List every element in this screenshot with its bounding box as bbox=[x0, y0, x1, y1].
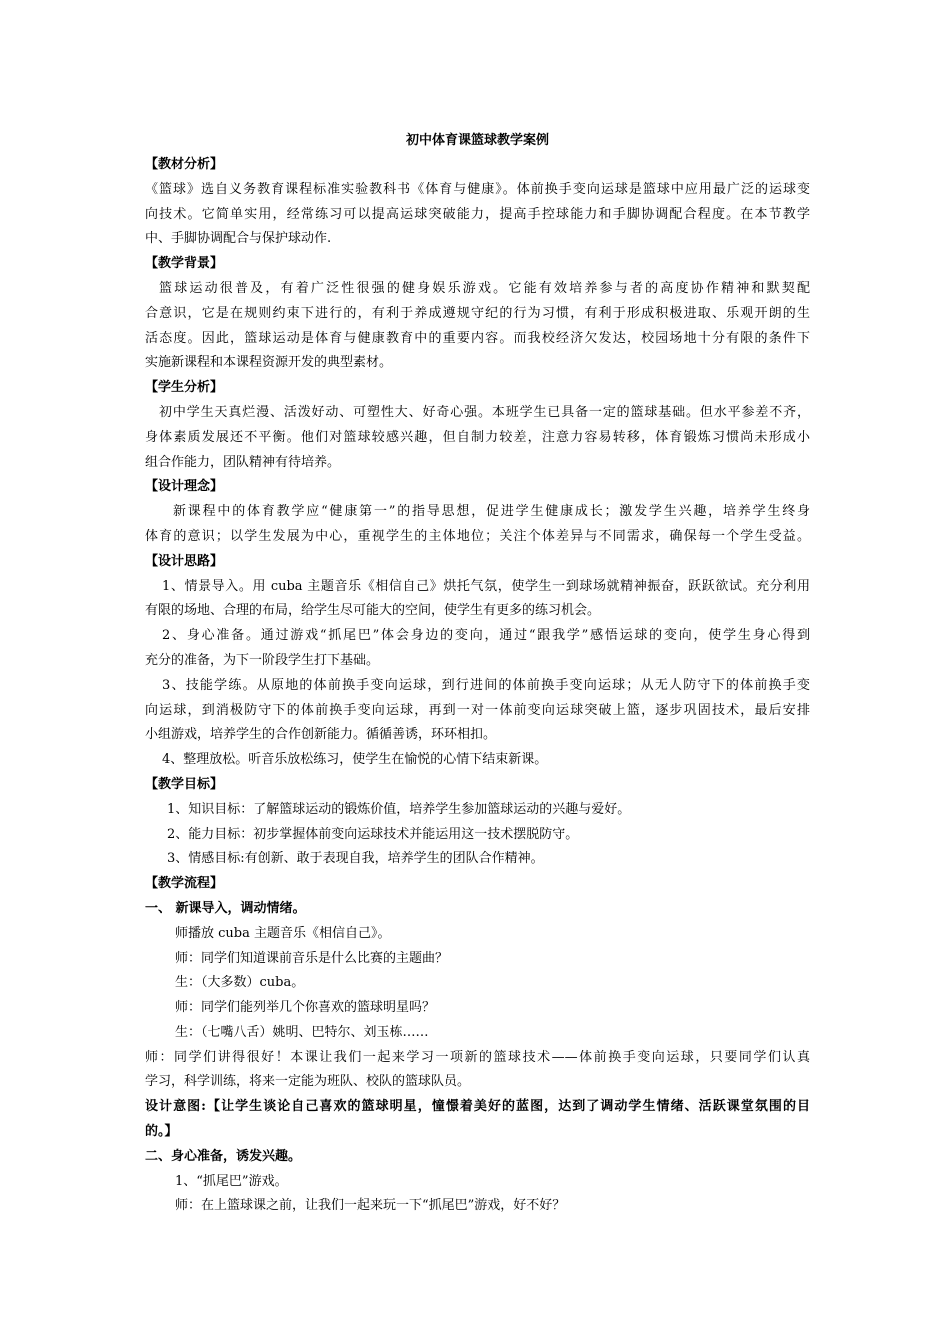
paragraph-line: 向运球，到消极防守下的体前换手变向运球，再到一对一体前变向运球突破上篮，逐步巩固技术，最后安排 bbox=[145, 702, 810, 718]
paragraph-line: 活态度。因此，篮球运动是体育与健康教育中的重要内容。而我校经济欠发达，校园场地十分有限的条件下 bbox=[145, 330, 810, 346]
paragraph-line: 师：同学们能列举几个你喜欢的篮球明星吗？ bbox=[175, 1000, 436, 1016]
section-heading-design-concept: 【设计理念】 bbox=[145, 479, 224, 495]
paragraph-line: 组合作能力，团队精神有待培养。 bbox=[145, 454, 341, 470]
paragraph-line: 2、能力目标：初步掌握体前变向运球技术并能运用这一技术摆脱防守。 bbox=[167, 826, 579, 842]
paragraph-line: 篮球运动很普及，有着广泛性很强的健身娱乐游戏。它能有效培养参与者的高度协作精神和默契配 bbox=[159, 280, 810, 296]
paragraph-line: 体育的意识；以学生发展为中心，重视学生的主体地位；关注个体差异与不同需求，确保每一个学生受益。 bbox=[145, 528, 810, 544]
paragraph-line: 实施新课程和本课程资源开发的典型素材。 bbox=[145, 355, 393, 371]
design-intent-note: 的。】 bbox=[145, 1124, 178, 1140]
paragraph-line: 2、身心准备。通过游戏“抓尾巴”体会身边的变向，通过“跟我学”感悟运球的变向，使学生身心得到 bbox=[162, 628, 810, 644]
paragraph-line: 向技术。它简单实用，经常练习可以提高运球突破能力，提高手控球能力和手脚协调配合程度。在本节教学 bbox=[145, 206, 810, 222]
paragraph-line: 生：（七嘴八舌）姚明、巴特尔、刘玉栋…… bbox=[175, 1024, 429, 1040]
paragraph-line: 有限的场地、合理的布局，给学生尽可能大的空间，使学生有更多的练习机会。 bbox=[145, 603, 601, 619]
paragraph-line: 3、技能学练。从原地的体前换手变向运球，到行进间的体前换手变向运球；从无人防守下的体前换手变 bbox=[162, 677, 810, 693]
section-heading-teaching-goals: 【教学目标】 bbox=[145, 776, 224, 792]
section-heading-teaching-process: 【教学流程】 bbox=[145, 876, 224, 892]
process-step-heading-1: 一、 新课导入，调动情绪。 bbox=[145, 900, 306, 916]
paragraph-line: 充分的准备，为下一阶段学生打下基础。 bbox=[145, 652, 380, 668]
paragraph-line: 学习，科学训练，将来一定能为班队、校队的篮球队员。 bbox=[145, 1074, 471, 1090]
design-intent-note: 设计意图:【让学生谈论自己喜欢的篮球明星，憧憬着美好的蓝图，达到了调动学生情绪、活跃课堂氛围的目 bbox=[145, 1099, 810, 1115]
paragraph-line: 生：（大多数）cuba。 bbox=[175, 975, 305, 991]
section-heading-design-ideas: 【设计思路】 bbox=[145, 553, 224, 569]
section-heading-student-analysis: 【学生分析】 bbox=[145, 380, 224, 396]
paragraph-line: 师播放 cuba 主题音乐《相信自己》。 bbox=[175, 925, 391, 941]
paragraph-line: 合意识，它是在规则约束下进行的，有利于养成遵规守纪的行为习惯，有利于形成积极进取、乐观开朗的生 bbox=[145, 305, 810, 321]
paragraph-line: 3、情感目标:有创新、敢于表现自我，培养学生的团队合作精神。 bbox=[167, 851, 544, 867]
paragraph-line: 师：同学们讲得很好！本课让我们一起来学习一项新的篮球技术——体前换手变向运球，只要同学们认真 bbox=[145, 1049, 810, 1065]
paragraph-line: 《篮球》选自义务教育课程标准实验教科书《体育与健康》。体前换手变向运球是篮球中应用最广泛的运球变 bbox=[145, 181, 810, 197]
section-heading-material-analysis: 【教材分析】 bbox=[145, 157, 224, 172]
section-heading-teaching-background: 【教学背景】 bbox=[145, 256, 224, 272]
paragraph-line: 中、手脚协调配合与保护球动作. bbox=[145, 231, 332, 247]
paragraph-line: 师：同学们知道课前音乐是什么比赛的主题曲？ bbox=[175, 950, 449, 966]
paragraph-line: 身体素质发展还不平衡。他们对篮球较感兴趣，但自制力较差，注意力容易转移，体育锻炼习惯尚未形成小 bbox=[145, 429, 810, 445]
process-step-heading-2: 二、身心准备，诱发兴趣。 bbox=[145, 1148, 302, 1164]
paragraph-line: 新课程中的体育教学应“健康第一”的指导思想，促进学生健康成长；激发学生兴趣，培养学生终身 bbox=[173, 504, 810, 520]
paragraph-line: 1、情景导入。用 cuba 主题音乐《相信自己》烘托气氛，使学生一到球场就精神振奋，跃跃欲试。充分利用 bbox=[162, 578, 810, 594]
document-page bbox=[145, 128, 810, 1219]
paragraph-line: 1、“抓尾巴”游戏。 bbox=[175, 1173, 288, 1189]
paragraph-line: 初中学生天真烂漫、活泼好动、可塑性大、好奇心强。本班学生已具备一定的篮球基础。但水平参差不齐， bbox=[159, 404, 810, 420]
paragraph-line: 小组游戏，培养学生的合作创新能力。循循善诱，环环相扣。 bbox=[145, 727, 497, 743]
paragraph-line: 4、整理放松。听音乐放松练习，使学生在愉悦的心情下结束新课。 bbox=[162, 752, 548, 768]
document-title: 初中体育课篮球教学案例 bbox=[405, 133, 549, 148]
paragraph-line: 师：在上篮球课之前，让我们一起来玩一下“抓尾巴”游戏，好不好？ bbox=[175, 1198, 566, 1214]
paragraph-line: 1、知识目标：了解篮球运动的锻炼价值，培养学生参加篮球运动的兴趣与爱好。 bbox=[167, 801, 631, 817]
